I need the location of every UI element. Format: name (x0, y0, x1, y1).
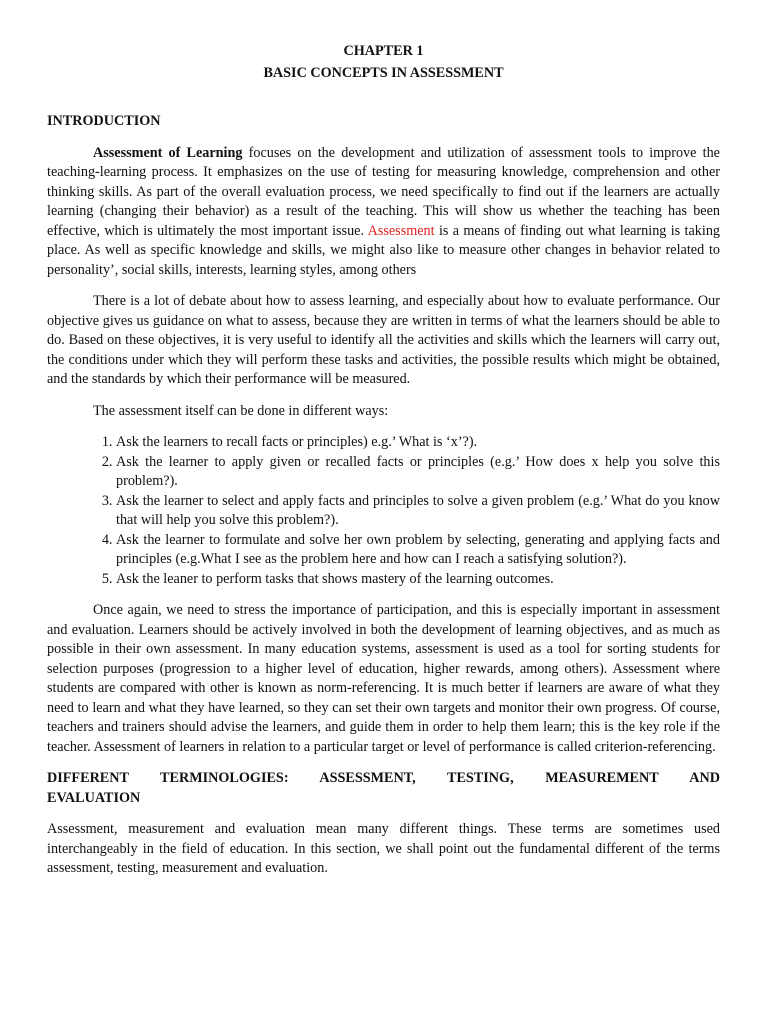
list-item: 4. Ask the learner to formulate and solve her own problem by selecting, generating and applying facts and principles (e.g.What I see as the problem here and how can I reach a satisfying solution?). (116, 531, 720, 570)
intro-paragraph-1-text-a: focuses on the development and utilization of assessment tools to improve the teaching-learning process. It emphasizes on the use of testing for measuring knowledge, comprehension and other thinking skills. As part of the overall evaluation process, we need specifically to find out if the learners are actually learning (changing their behavior) as a result of the teaching. This will show us whether the teaching has been effective, which is ultimately the most important issue. (47, 144, 720, 239)
list-item: 3. Ask the learner to select and apply facts and principles to solve a given problem (e.g.’ What do you know that will help you solve this problem?). (116, 492, 720, 531)
terminologies-heading-line-1: DIFFERENT TERMINOLOGIES: ASSESSMENT, TESTING, MEASUREMENT AND (47, 770, 720, 786)
terminologies-heading-line-2: EVALUATION (47, 789, 141, 806)
intro-paragraph-1 (47, 144, 720, 281)
chapter-title: BASIC CONCEPTS IN ASSESSMENT (263, 65, 504, 81)
introduction-heading: INTRODUCTION (47, 113, 161, 129)
chapter-number: CHAPTER 1 (343, 43, 424, 59)
intro-paragraph-1-text-b: is a means of finding out what learning is taking place. As well as specific knowledge and skills, we might also like to measure other changes in behavior related to personality’, social skills, interests, learning styles, among others (47, 222, 721, 278)
intro-paragraph-4: Once again, we need to stress the importance of participation, and this is especially important in assessment and evaluation. Learners should be actively involved in both the development of learning objectives, and as much as possible in their own assessment. In many education systems, assessment is used as a tool for sorting students for selection purposes (progression to a higher level of education, higher rewards, among others). Assessment where students are compared with other is known as norm-referencing. It is much better if learners are aware of what they need to learn and what they have learned, so they can set their own targets and monitor their own progress. Of course, teachers and trainers should advise the learners, and guide them in order to help them learn; this is the key role if the teacher. Assessment of learners in relation to a particular target or level of performance is called criterion-referencing. (47, 602, 720, 755)
list-item: 5. Ask the leaner to perform tasks that shows mastery of the learning outcomes. (116, 570, 720, 590)
list-item: 1. Ask the learners to recall facts or principles) e.g.’ What is ‘x’?). (116, 433, 720, 453)
intro-paragraph-2: There is a lot of debate about how to assess learning, and especially about how to evaluate performance. Our objective gives us guidance on what to assess, because they are written in terms of what the learners should be able to do. Based on these objectives, it is very useful to identify all the activities and skills which the learners will carry out, the conditions under which they will perform these tasks and activities, the possible results which might be obtained, and the standards by which their performance will be measured. (47, 293, 720, 387)
intro-paragraph-3: The assessment itself can be done in different ways: (93, 402, 389, 419)
list-item: 2. Ask the learner to apply given or recalled facts or principles (e.g.’ How does x help you solve this problem?). (116, 453, 720, 492)
assessment-highlight: Assessment (367, 222, 435, 239)
terminologies-paragraph-1: Assessment, measurement and evaluation mean many different things. These terms are sometimes used interchangeably in the field of education. In this section, we shall point out the fundamental different of the terms assessment, testing, measurement and evaluation. (47, 821, 720, 876)
assessment-ways-list (47, 433, 720, 589)
assessment-of-learning-term: Assessment of Learning (93, 144, 243, 161)
